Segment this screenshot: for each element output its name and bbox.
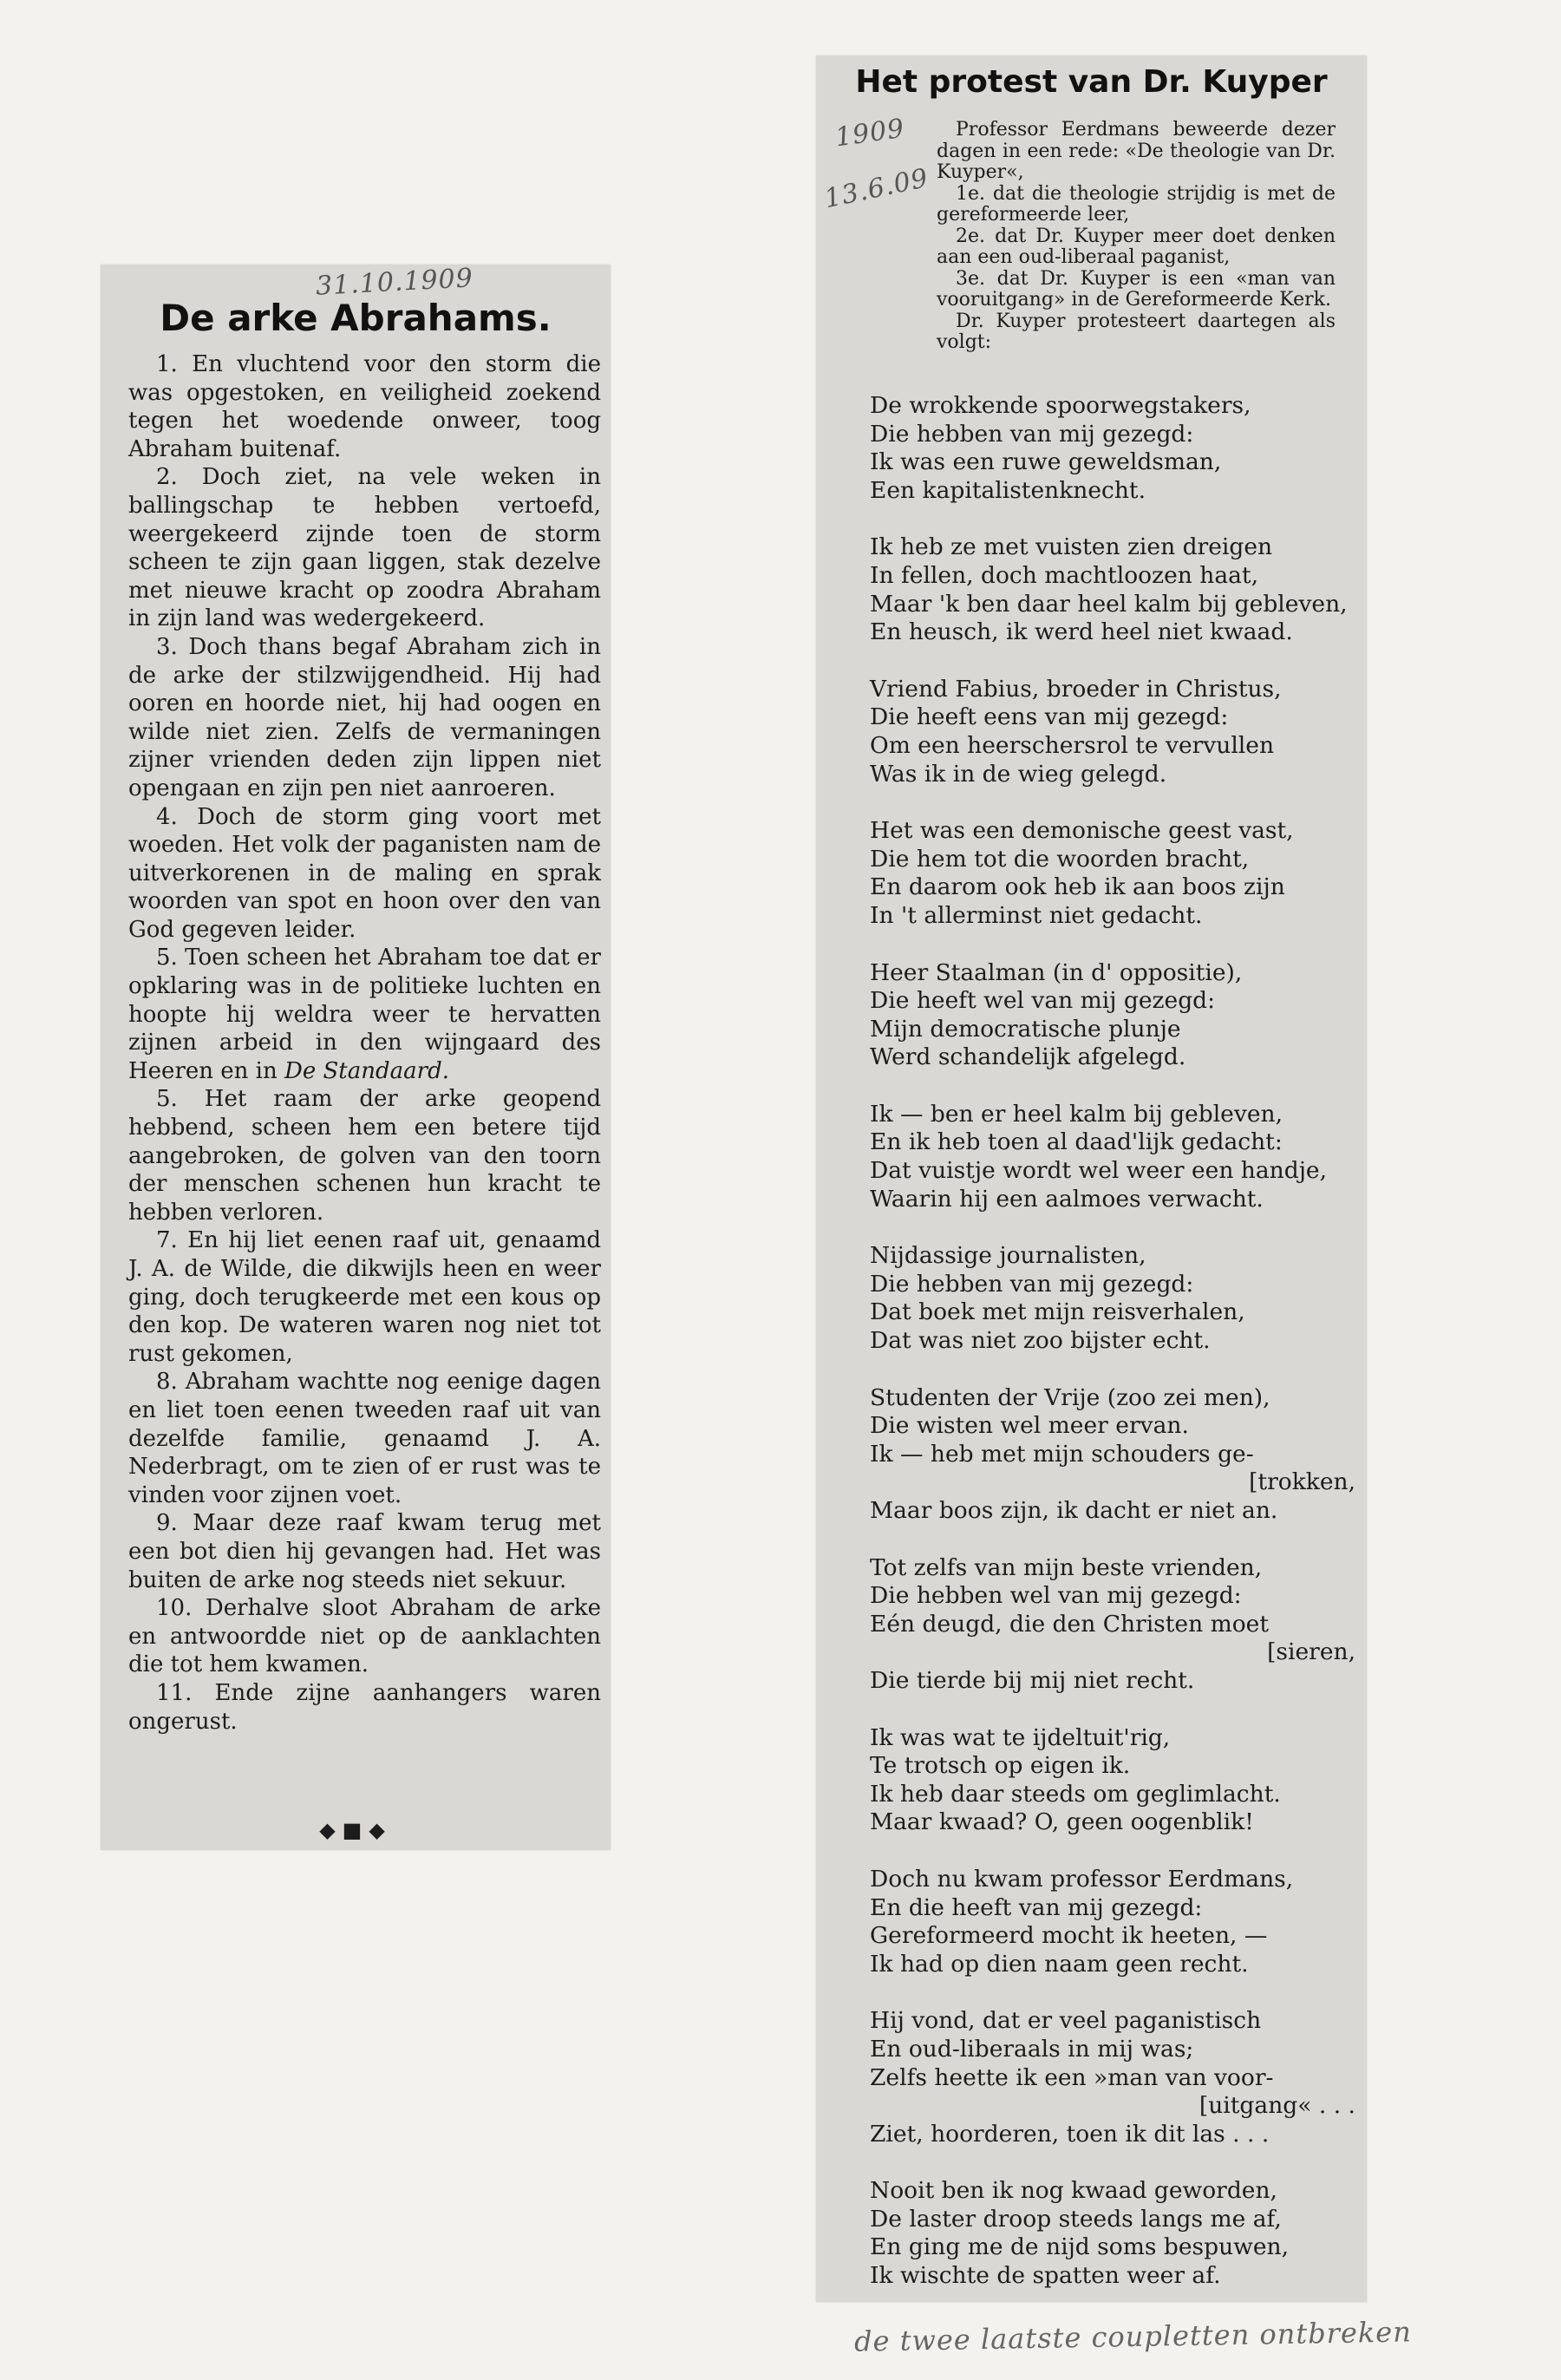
poem-line: Maar boos zijn, ik dacht er niet an. xyxy=(870,1497,1278,1524)
poem-stanza xyxy=(870,2007,1355,2148)
poem-stanza xyxy=(870,1384,1355,1526)
article-title: De arke Abrahams. xyxy=(160,297,552,339)
poem-line: En heusch, ik werd heel niet kwaad. xyxy=(870,618,1293,646)
poem-line: [sieren, xyxy=(1267,1638,1355,1666)
poem-stanza xyxy=(870,676,1355,788)
poem-line: In fellen, doch machtloozen haat, xyxy=(870,561,1258,589)
poem-line: Die hebben wel van mij gezegd: xyxy=(870,1582,1242,1610)
poem-line: Zelfs heette ik een »man van voor- xyxy=(870,2063,1274,2091)
poem-line: En daarom ook heb ik aan boos zijn xyxy=(870,873,1285,901)
newspaper-name: De Standaard. xyxy=(284,1057,449,1084)
poem-line: Een kapitalistenknecht. xyxy=(870,476,1146,504)
poem-line: Waarin hij een aalmoes verwacht. xyxy=(870,1185,1264,1213)
poem-line: Ik had op dien naam geen recht. xyxy=(870,1950,1249,1978)
poem-line: Ik was wat te ijdeltuit'rig, xyxy=(870,1723,1171,1751)
article-title: Het protest van Dr. Kuyper xyxy=(855,64,1328,100)
poem-stanza xyxy=(870,959,1355,1072)
poem-line: Heer Staalman (in d' oppositie), xyxy=(870,958,1243,986)
poem-line: Die hem tot die woorden bracht, xyxy=(870,845,1250,873)
poem-line: Dat was niet zoo bijster echt. xyxy=(870,1327,1211,1355)
poem-line: Te trotsch op eigen ik. xyxy=(870,1752,1131,1780)
poem-line: De laster droop steeds langs me af, xyxy=(870,2205,1282,2233)
poem-line: Die wisten wel meer ervan. xyxy=(870,1412,1189,1440)
paragraph: 8. Abraham wachtte nog eenige dagen en liet toen eenen tweeden raaf uit van dezelfde familie, genaamd J. A. Nederbragt, om te zien of er rust was te vinden voor zijnen voet. xyxy=(128,1369,601,1508)
paragraph: 2. Doch ziet, na vele weken in ballingschap te hebben vertoefd, weergekeerd zijnde toen de storm scheen te zijn gaan liggen, stak dezelve met nieuwe kracht op zoodra Abraham in zijn land was wedergekeerd. xyxy=(128,464,601,632)
poem-line: Ik wischte de spatten weer af. xyxy=(870,2262,1221,2290)
poem-line: Ik — heb met mijn schouders ge- xyxy=(870,1440,1254,1468)
poem-line: Nooit ben ik nog kwaad geworden, xyxy=(870,2177,1277,2205)
poem-stanza xyxy=(870,1866,1355,1978)
poem-line: Ziet, hoorderen, toen ik dit las . . . xyxy=(870,2120,1270,2148)
intro-line: 1e. dat die theologie strijdig is met de gereformeerde leer, xyxy=(937,182,1336,226)
poem-stanza xyxy=(870,2177,1355,2290)
poem-stanza xyxy=(870,533,1355,646)
paragraph: 7. En hij liet eenen raaf uit, genaamd J. A. de Wilde, die dikwijls heen en weer ging, doch terugkeerde met een kous op den kop. De wateren waren nog niet tot rust gekomen, xyxy=(128,1227,601,1367)
poem-line: Ik heb daar steeds om geglimlacht. xyxy=(870,1780,1281,1808)
poem-line: Het was een demonische geest vast, xyxy=(870,817,1294,845)
poem-line: Dat vuistje wordt wel weer een handje, xyxy=(870,1157,1328,1185)
poem-line: Maar 'k ben daar heel kalm bij gebleven, xyxy=(870,590,1348,618)
poem-line: En ging me de nijd soms bespuwen, xyxy=(870,2233,1290,2261)
poem-line: Tot zelfs van mijn beste vrienden, xyxy=(870,1553,1263,1581)
poem-stanza xyxy=(870,392,1355,505)
paragraph: 11. Ende zijne aanhangers waren ongerust. xyxy=(128,1679,601,1735)
intro-line: 2e. dat Dr. Kuyper meer doet denken aan een oud-liberaal paganist, xyxy=(937,225,1336,268)
poem-line: En die heeft van mij gezegd: xyxy=(870,1893,1203,1921)
poem-line: Studenten der Vrije (zoo zei men), xyxy=(870,1383,1270,1411)
poem-line: Maar kwaad? O, geen oogenblik! xyxy=(870,1808,1254,1836)
handwritten-date: 13.6.09 xyxy=(821,162,931,215)
poem-stanza xyxy=(870,1101,1355,1213)
poem-line: Mijn democratische plunje xyxy=(870,1015,1181,1043)
poem-stanza xyxy=(870,1724,1355,1837)
handwritten-footnote: de twee laatste coupletten ontbreken xyxy=(853,2315,1413,2358)
poem-stanza xyxy=(870,1554,1355,1696)
paragraph: 4. Doch de storm ging voort met woeden. Het volk der paganisten nam de uitverkorenen in de maling en sprak woorden van spot en hoon over den van God gegeven leider. xyxy=(128,803,601,943)
paragraph: 3. Doch thans begaf Abraham zich in de arke der stilzwijgendheid. Hij had ooren en hoorde niet, hij had oogen en wilde niet zien. Zelfs de vermaningen zijner vrienden deden zijn lippen niet opengaan en zijn pen niet aanroeren. xyxy=(128,633,601,801)
poem-line: En oud-liberaals in mij was; xyxy=(870,2035,1194,2063)
poem-line: [uitgang« . . . xyxy=(1199,2092,1355,2120)
poem-line: Die hebben van mij gezegd: xyxy=(870,1270,1194,1298)
poem-line: Vriend Fabius, broeder in Christus, xyxy=(870,675,1282,703)
paragraph xyxy=(128,944,601,1085)
poem-line: [trokken, xyxy=(1249,1468,1355,1496)
poem-line: Die hebben van mij gezegd: xyxy=(870,420,1194,448)
ornament-divider: ◆■◆ xyxy=(319,1818,392,1842)
intro-line: Professor Eerdmans beweerde dezer dagen in een rede: «De theologie van Dr. Kuyper«, xyxy=(937,119,1336,183)
poem-stanza xyxy=(870,1242,1355,1355)
poem-line: Werd schandelijk afgelegd. xyxy=(870,1043,1186,1071)
poem-line: Doch nu kwam professor Eerdmans, xyxy=(870,1865,1294,1893)
poem-line: Hij vond, dat er veel paganistisch xyxy=(870,2007,1262,2035)
article-body xyxy=(128,350,601,1736)
handwritten-year: 1909 xyxy=(833,113,907,154)
poem-line: Ik heb ze met vuisten zien dreigen xyxy=(870,533,1273,561)
poem-line: Ik was een ruwe geweldsman, xyxy=(870,448,1222,476)
poem xyxy=(870,392,1355,2319)
poem-line: Die heeft eens van mij gezegd: xyxy=(870,703,1229,731)
poem-line: Ik — ben er heel kalm bij gebleven, xyxy=(870,1100,1283,1128)
poem-line: Gereformeerd mocht ik heeten, — xyxy=(870,1922,1268,1950)
intro-line: 3e. dat Dr. Kuyper is een «man van vooruitgang» in de Gereformeerde Kerk. xyxy=(937,267,1336,311)
poem-line: Om een heerschersrol te vervullen xyxy=(870,731,1275,759)
poem-line: In 't allerminst niet gedacht. xyxy=(870,901,1203,929)
handwritten-date: 31.10.1909 xyxy=(315,263,474,302)
paragraph-text: 5. Toen scheen het Abraham toe dat er opklaring was in de politieke luchten en hoopte hij weldra weer te hervatten zijnen arbeid in den wijngaard des Heeren en in xyxy=(128,945,601,1084)
poem-line: Nijdassige journalisten, xyxy=(870,1242,1146,1270)
poem-line: Die heeft wel van mij gezegd: xyxy=(870,987,1216,1015)
poem-line: Die tierde bij mij niet recht. xyxy=(870,1666,1195,1694)
poem-line: Eén deugd, die den Christen moet xyxy=(870,1610,1270,1638)
poem-stanza xyxy=(870,817,1355,930)
intro-line: Dr. Kuyper protesteert daartegen als volgt: xyxy=(937,310,1336,353)
paragraph: 10. Derhalve sloot Abraham de arke en antwoordde niet op de aanklachten die tot hem kwamen. xyxy=(128,1595,601,1678)
poem-line: En ik heb toen al daad'lijk gedacht: xyxy=(870,1128,1283,1156)
poem-line: Was ik in de wieg gelegd. xyxy=(870,760,1167,788)
article-intro xyxy=(937,120,1336,354)
poem-line: Dat boek met mijn reisverhalen, xyxy=(870,1298,1245,1326)
poem-line: De wrokkende spoorwegstakers, xyxy=(870,392,1251,419)
paragraph: 5. Het raam der arke geopend hebbend, scheen hem een betere tijd aangebroken, de golven van den toorn der menschen schenen hun kracht te hebben verloren. xyxy=(128,1086,601,1226)
paragraph: 1. En vluchtend voor den storm die was opgestoken, en veiligheid zoekend tegen het woedende onweer, toog Abraham buitenaf. xyxy=(128,351,601,462)
paragraph: 9. Maar deze raaf kwam terug met een bot dien hij gevangen had. Het was buiten de arke nog steeds niet sekuur. xyxy=(128,1510,601,1593)
